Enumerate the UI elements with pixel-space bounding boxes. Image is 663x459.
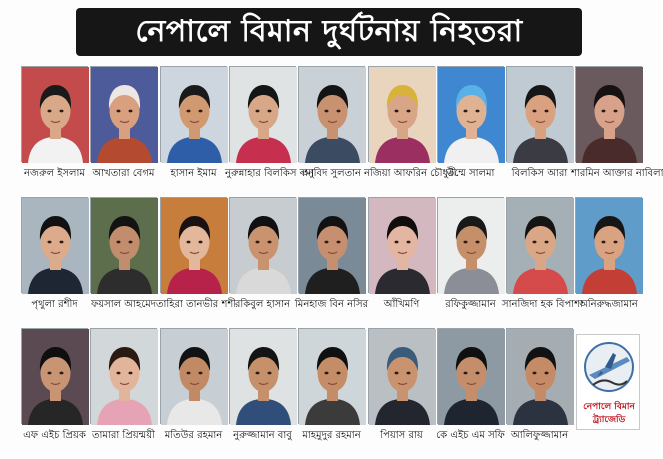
victim-card — [367, 326, 436, 456]
headline-title: নেপালে বিমান দুর্ঘটনায় নিহতরা — [135, 13, 523, 49]
victim-name: আঁখিমণি — [383, 299, 420, 310]
victim-portrait — [437, 66, 504, 162]
victim-card — [436, 195, 505, 325]
victim-card — [20, 326, 89, 456]
victim-name: তামারা প্রিয়ন্ময়ী — [92, 430, 155, 441]
headline-banner — [76, 8, 582, 56]
victim-name: মিনহাজ বিন নসির — [294, 299, 369, 310]
victim-name: নুরুজ্জামান বাবু — [233, 430, 292, 441]
victim-portrait — [21, 328, 88, 424]
victim-portrait — [90, 328, 157, 424]
victim-portrait — [160, 197, 227, 293]
victim-card — [156, 195, 237, 325]
victim-portrait — [229, 197, 296, 293]
victim-name: নুরুন্নাহার বিলকিস বানু — [225, 168, 315, 179]
victim-name: সানজিদা হক বিপাশা — [502, 299, 583, 310]
logo-line-2: ট্র্যাজেডি — [592, 415, 626, 425]
logo-line-1: নেপালে বিমান — [583, 402, 635, 412]
victim-card — [89, 64, 158, 194]
victim-portrait — [229, 66, 296, 162]
victim-portrait — [368, 197, 435, 293]
victims-photo-grid — [20, 64, 663, 454]
victim-name: রফিকুজ্জামান — [445, 299, 496, 310]
victim-card — [89, 195, 158, 325]
victim-name: এফ এইচ প্রিয়ক — [23, 430, 86, 441]
victim-portrait — [368, 328, 435, 424]
victim-name: নজিয়া আফরিন চৌধুরী — [364, 168, 457, 179]
victim-name: রকিবুল হাসান — [234, 299, 291, 310]
victim-card — [571, 64, 663, 194]
victim-portrait — [21, 66, 88, 162]
victim-portrait — [575, 197, 642, 293]
victim-portrait — [506, 328, 573, 424]
crashed-plane-icon — [583, 337, 635, 397]
victim-card — [297, 326, 366, 456]
victim-portrait — [21, 197, 88, 293]
victim-portrait — [90, 66, 157, 162]
victim-portrait — [368, 66, 435, 162]
victim-name: নজরুল ইসলাম — [24, 168, 85, 179]
victim-portrait — [506, 66, 573, 162]
victim-name: মাহমুদুর রহমান — [302, 430, 361, 441]
victim-name: কে এইচ এম সফি — [436, 430, 505, 441]
victim-card — [159, 64, 228, 194]
victim-name: আখতারা বেগম — [92, 168, 155, 179]
victim-name: পিয়াস রায় — [380, 430, 423, 441]
victim-portrait — [437, 197, 504, 293]
photo-row — [20, 195, 644, 325]
victim-name: আলিফুজ্জামান — [510, 430, 569, 441]
tragedy-logo — [576, 334, 640, 430]
victim-name: হাসান ইমাম — [170, 168, 217, 179]
victim-name: ফয়সাল আহমেদ — [90, 299, 157, 310]
victim-card — [367, 195, 436, 325]
victim-card — [574, 195, 643, 325]
victim-card — [20, 64, 89, 194]
victim-portrait — [298, 66, 365, 162]
victim-card — [89, 326, 158, 456]
tragedy-logo-card — [574, 326, 643, 456]
victim-name: মতিউর রহমান — [164, 430, 223, 441]
victim-card — [225, 64, 315, 194]
victim-card — [159, 326, 228, 456]
victim-card — [20, 195, 89, 325]
victim-portrait — [160, 328, 227, 424]
victim-card — [505, 326, 574, 456]
victim-name: বিলকিস আরা — [511, 168, 568, 179]
victim-portrait — [506, 197, 573, 293]
victim-portrait — [229, 328, 296, 424]
victim-portrait — [575, 66, 642, 162]
victim-name: তাহিরা তানভীর শশী — [156, 299, 237, 310]
victim-card — [228, 326, 297, 456]
victim-card — [228, 195, 297, 325]
victim-card — [364, 64, 457, 194]
victim-card — [436, 64, 505, 194]
victim-card — [297, 64, 366, 194]
victim-name: উম্মে সালমা — [446, 168, 495, 179]
victim-portrait — [90, 197, 157, 293]
photo-row — [20, 64, 663, 194]
victim-name: শারমিন আক্তার নাবিলা — [571, 168, 663, 179]
victim-card — [502, 195, 583, 325]
victim-card — [505, 64, 574, 194]
victim-portrait — [298, 197, 365, 293]
victim-portrait — [437, 328, 504, 424]
victim-name: অনিরুদ্ধজামান — [579, 299, 638, 310]
victim-portrait — [298, 328, 365, 424]
victim-card — [294, 195, 369, 325]
victim-name: পৃথুলা রশীদ — [31, 299, 78, 310]
victim-portrait — [160, 66, 227, 162]
victim-card — [436, 326, 505, 456]
victim-name: আবিদ সুলতান — [302, 168, 361, 179]
photo-row — [20, 326, 644, 456]
